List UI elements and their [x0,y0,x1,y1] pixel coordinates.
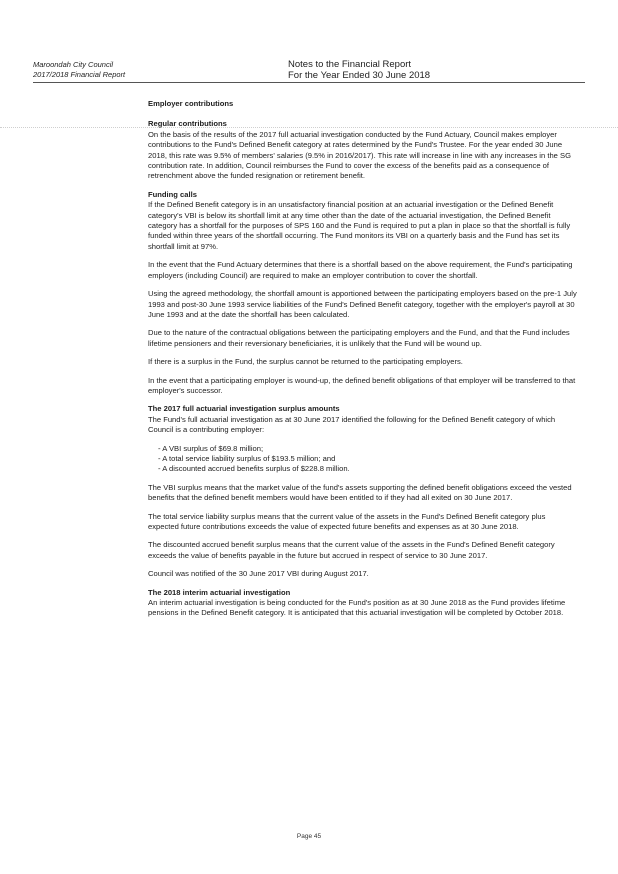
funding-calls-heading: Funding calls [148,189,197,199]
surplus-paragraph: The total service liability surplus means that the current value of the assets in the Fund's Defined Benefit category plus expected future contributions exceeds the value of expected future benefits and expenses as at 30 June 2018. [148,511,546,531]
surplus-paragraph: The discounted accrued benefit surplus means that the current value of the assets in the Fund's Defined Benefit category exceeds the value of benefits payable in the future but accrued in respect of service to 30 June 2017. [148,540,555,560]
list-item: - A total service liability surplus of $193.5 million; and [158,454,578,464]
funding-calls-section [148,190,578,397]
funding-paragraph: If there is a surplus in the Fund, the surplus cannot be returned to the participating employers. [148,357,463,367]
funding-paragraph: In the event that the Fund Actuary determines that there is a shortfall based on the above requirement, the Fund's participating employers (including Council) are required to make an employer contribution to cover the shortfall. [148,260,573,280]
header-center [288,59,528,81]
surplus-section [148,404,578,579]
surplus-intro: The Fund's full actuarial investigation as at 30 June 2017 identified the following for the Defined Benefit category of which Council is a contributing employer: [148,414,556,435]
council-name: Maroondah City Council [33,60,114,69]
funding-paragraph: Due to the nature of the contractual obligations between the participating employers and the Fund, and that the Fund includes lifetime pensioners and their reversionary beneficiaries, it is unlikely that the Fund will be wound up. [148,328,570,348]
interim-section [148,588,578,619]
main-content [148,99,578,627]
regular-contributions-section [148,119,578,181]
list-item: - A discounted accrued benefits surplus of $228.8 million. [158,464,578,474]
surplus-heading: The 2017 full actuarial investigation surplus amounts [148,404,340,414]
header-left [33,60,125,80]
surplus-paragraph: Council was notified of the 30 June 2017 VBI during August 2017. [148,569,369,579]
regular-contributions-heading: Regular contributions [148,119,227,129]
page-title: Notes to the Financial Report [288,59,412,70]
page-subtitle: For the Year Ended 30 June 2018 [288,70,431,81]
funding-paragraph: If the Defined Benefit category is in an unsatisfactory financial position at an actuarial investigation or the Defined Benefit category's VBI is below its shortfall limit at any time other than the date of the actuarial investigation, the Defined Benefit category has a shortfall for the purposes of SPS 160 and the Fund is required to put a plan in place so that the shortfall is fully funded within three years of the shortfall occurring. The Fund monitors its VBI on a quarterly basis and the Fund has set its shortfall limit at 97%. [148,200,571,251]
surplus-list [148,444,578,475]
interim-text: An interim actuarial investigation is being conducted for the Fund's position as at 30 June 2018 as the Fund provides lifetime pensions in the Defined Benefit category. It is anticipated that this actuarial investigation will be completed by October 2018. [148,598,566,618]
page-number: Page 45 [296,833,322,840]
report-name: 2017/2018 Financial Report [33,70,126,79]
interim-heading: The 2018 interim actuarial investigation [148,587,291,597]
regular-contributions-text: On the basis of the results of the 2017 full actuarial investigation conducted by the Fund Actuary, Council makes employer contributions to the Fund's Defined Benefit category at rates determined by the Fund's Trustee. For the year ended 30 June 2018, this rate was 9.5% of members' salaries (9.5% in 2016/2017). This rate will increase in line with any increases in the SG contribution rate. In addition, Council reimburses the Fund to cover the excess of the benefits paid as a consequence of retrenchment above the funded resignation or retirement benefit. [148,129,571,181]
funding-paragraph: Using the agreed methodology, the shortfall amount is apportioned between the participating employers based on the pre-1 July 1993 and post-30 June 1993 service liabilities of the Fund's Defined Benefit category, together with the employer's payroll at 30 June 1993 and at the date the shortfall has been calculated. [148,289,577,319]
section-heading: Employer contributions [148,99,234,108]
surplus-paragraph: The VBI surplus means that the market value of the fund's assets supporting the defined benefit obligations exceed the vested benefits that the defined benefit members would have been entitled to if they had all exited on 30 June 2017. [148,482,572,503]
funding-paragraph: In the event that a participating employer is wound-up, the defined benefit obligations of that employer will be transferred to that employer's successor. [148,375,576,395]
header-divider [33,82,585,83]
list-item: - A VBI surplus of $69.8 million; [158,444,578,454]
